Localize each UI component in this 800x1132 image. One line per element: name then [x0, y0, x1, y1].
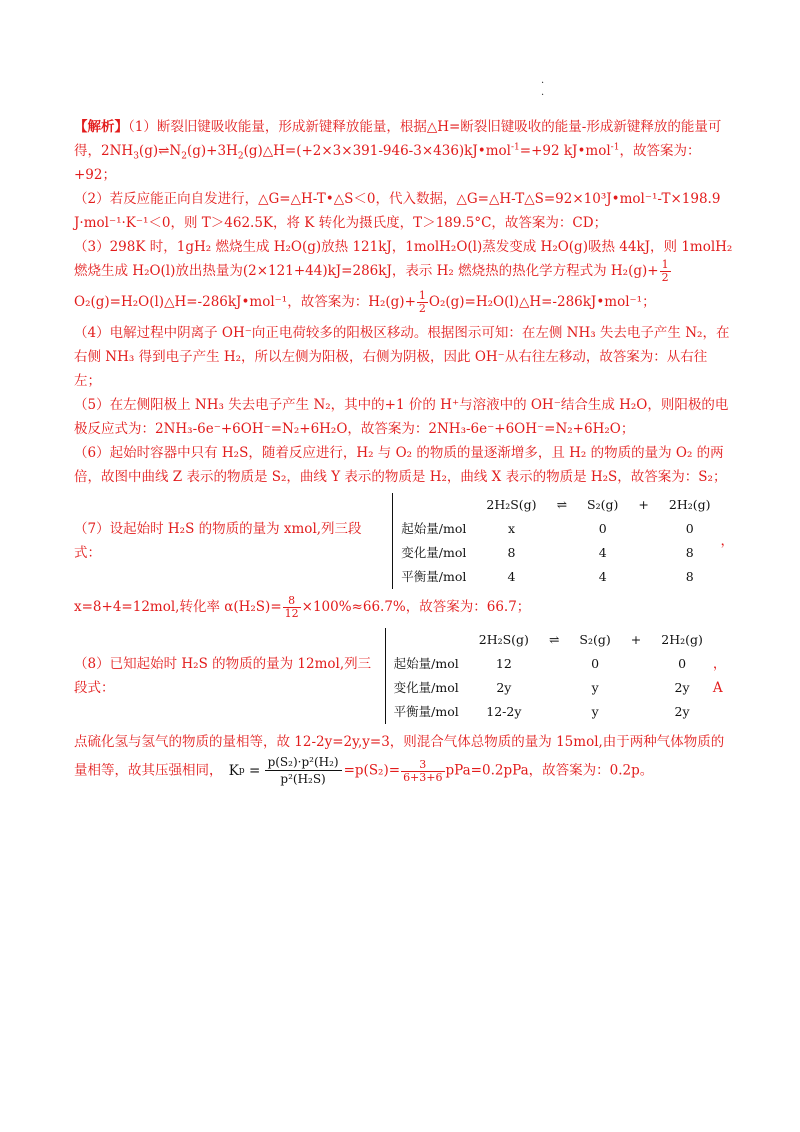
table-row: 起始量/mol 12 0 0	[393, 656, 687, 671]
paragraph-2: （2）若反应能正向自发进行，△G=△H-T•△S＜0，代入数据，△G=△H-T△S=92×10³J•mol⁻¹-T×198.9 J·mol⁻¹·K⁻¹＜0，则 T＞462.5K，将 K 转化为摄氏度，T＞189.5°C，故答案为：CD；	[74, 191, 721, 231]
analysis-tag: 【解析】	[74, 119, 128, 135]
ice-table-8-row: （8）已知起始时 H₂S 的物质的量为 12mol,列三段式： 2H₂S(g) ⇌ S₂(g) + 2H₂(g) 起始量/mol 12 0 0 变化量/mol 2y y 2y 平衡量/mol 12-2y y 2y ，A	[74, 628, 734, 724]
fraction-half: $\frac{1}{2}$	[661, 258, 669, 284]
paragraph-5: （5）在左侧阳极上 NH₃ 失去电子产生 N₂，其中的+1 价的 H⁺与溶液中的 OH⁻结合生成 H₂O，则阳极的电极反应式为：2NH₃-6e⁻+6OH⁻=N₂+6H₂O，故答案为：2NH₃-6e⁻+6OH⁻=N₂+6H₂O；	[74, 397, 729, 437]
table-row: 变化量/mol 8 4 8	[401, 545, 694, 560]
table-row: 起始量/mol x 0 0	[401, 521, 694, 536]
fraction-half-2: $\frac{1}{2}$	[418, 289, 426, 315]
paragraph-4: （4）电解过程中阴离子 OH⁻向正电荷较多的阳极区移动。根据图示可知：在左侧 NH₃ 失去电子产生 N₂，在右侧 NH₃ 得到电子产生 H₂，所以左侧为阳极，右侧为阴极，因此 OH⁻从右往左移动，故答案为：从右往左；	[74, 325, 730, 389]
table-row: 平衡量/mol 12-2y y 2y	[393, 704, 690, 719]
table-row: 平衡量/mol 4 4 8	[401, 569, 694, 584]
ice-table-8	[385, 628, 713, 724]
paragraph-8-text: 点硫化氢与氢气的物质的量相等，故 12-2y=2y,y=3，则混合气体总物质的量为 15mol,由于两种气体物质的量相等，故其压强相同， K p = p(S₂)·p²(H₂) p²(H₂S) =p(S₂)= $\frac{3}{6+3+6}$ pPa=0.2pPa，故答案为：0.2p。	[74, 734, 725, 786]
kp-formula: K p = p(S₂)·p²(H₂) p²(H₂S)	[229, 754, 342, 787]
ice-table-7	[392, 493, 720, 589]
paragraph-3: （3）298K 时，1gH₂ 燃烧生成 H₂O(g)放热 121kJ，1molH₂O(l)蒸发变成 H₂O(g)吸热 44kJ，则 1molH₂ 燃烧生成 H₂O(l)放出热量为(2×121+44)kJ=286kJ，表示 H₂ 燃烧热的热化学方程式为 H₂(g)+ $\frac{1}{2}$	[74, 239, 733, 284]
ice7-header: 2H₂S(g) ⇌ S₂(g) + 2H₂(g)	[486, 497, 711, 512]
paragraph-1: 【解析】（1）断裂旧键吸收能量，形成新键释放能量，根据△H=断裂旧键吸收的能量-形成新键释放的能量可得，$2NH_3(g)\rightleftharpoons N_2(g)+3H_2(g)\triangle H=(+2\times 3\times 391-946-3\times 436)kJ•mol^{-1}=+92$ kJ•mol$^{-1}$，故答案为：+92；	[74, 119, 722, 183]
ice-table-7-row: （7）设起始时 H₂S 的物质的量为 xmol,列三段式： 2H₂S(g) ⇌ S₂(g) + 2H₂(g) 起始量/mol x 0 0 变化量/mol 8 4 8 平衡量/mol 4 4 8 ，	[74, 493, 734, 589]
analysis-section	[74, 115, 734, 787]
fraction-kp: $\frac{3}{6+3+6}$	[403, 757, 443, 784]
paragraph-3b: O₂(g)=H₂O(l)△H=-286kJ•mol⁻¹，故答案为：H₂(g)+ $\frac{1}{2}$ O₂(g)=H₂O(l)△H=-286kJ•mol⁻¹；	[74, 289, 656, 315]
paragraph-7-result: x=8+4=12mol,转化率 α(H₂S)= $\frac{8}{12}$ ×100%≈66.7%，故答案为：66.7；	[74, 594, 531, 620]
fraction-8-12: $\frac{8}{12}$	[284, 594, 299, 620]
header-dots: · ·	[541, 78, 545, 101]
paragraph-6: （6）起始时容器中只有 H₂S，随着反应进行，H₂ 与 O₂ 的物质的量逐渐增多，且 H₂ 的物质的量为 O₂ 的两倍，故图中曲线 Z 表示的物质是 S₂，曲线 Y 表示的物质是 H₂，曲线 X 表示的物质是 H₂S，故答案为：S₂；	[74, 445, 727, 485]
table-row: 变化量/mol 2y y 2y	[393, 680, 690, 695]
ice8-header: 2H₂S(g) ⇌ S₂(g) + 2H₂(g)	[478, 632, 703, 647]
